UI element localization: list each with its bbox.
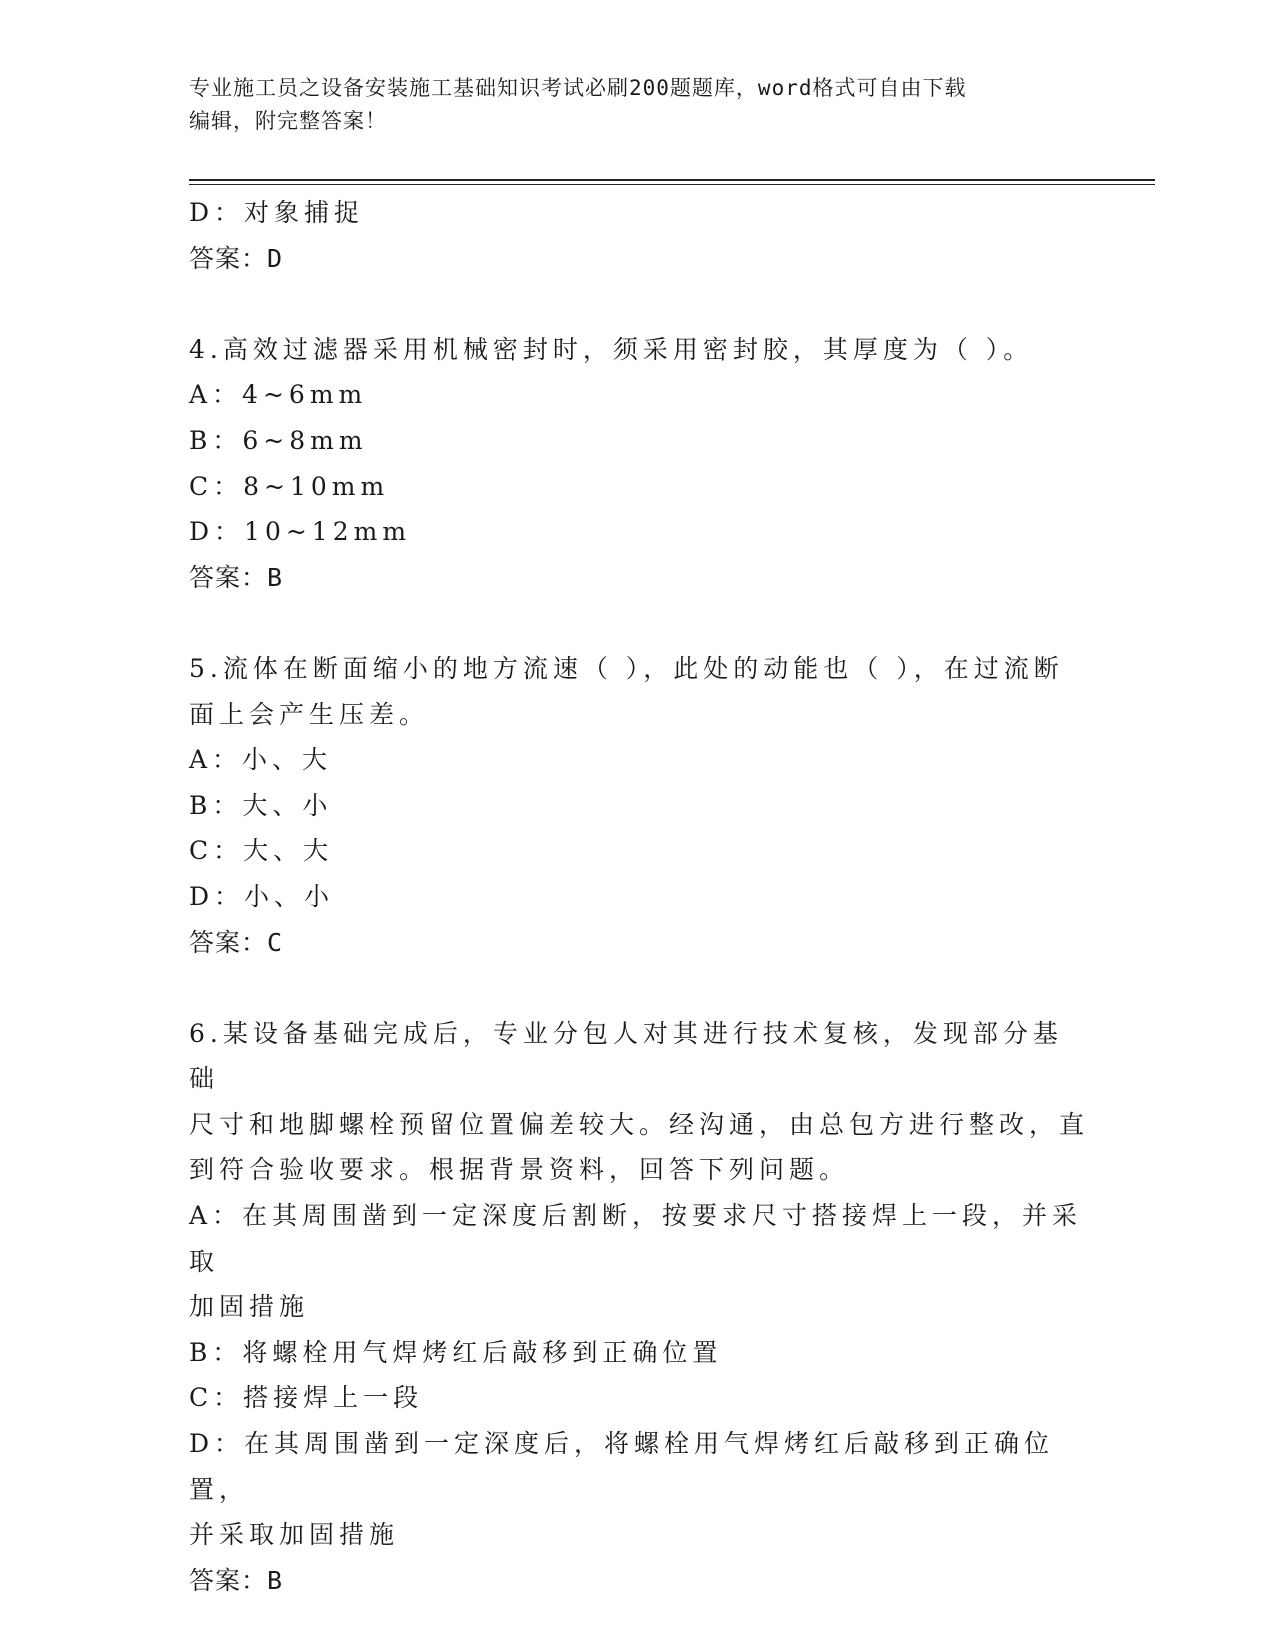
answer: 答案：B bbox=[189, 1565, 284, 1595]
option-b: B：将螺栓用气焊烤红后敲移到正确位置 bbox=[189, 1337, 723, 1367]
header-line-2: 编辑，附完整答案！ bbox=[189, 109, 387, 133]
option-a: A：小、大 bbox=[189, 745, 333, 775]
header-rule-thin bbox=[189, 184, 1155, 185]
page-header bbox=[189, 72, 1089, 138]
option-a: A：在其周围凿到一定深度后割断，按要求尺寸搭接焊上一段，并采取 bbox=[189, 1201, 1083, 1276]
question-stem-line: 4.高效过滤器采用机械密封时，须采用密封胶，其厚度为（ ）。 bbox=[189, 334, 1034, 364]
document-body bbox=[189, 190, 1089, 1603]
option-d-continued: 并采取加固措施 bbox=[189, 1520, 400, 1550]
answer: 答案：B bbox=[189, 562, 284, 592]
header-rule-thick bbox=[189, 179, 1155, 181]
question-stem-line: 尺寸和地脚螺栓预留位置偏差较大。经沟通，由总包方进行整改，直 bbox=[189, 1109, 1090, 1139]
option-b: B：6~8mm bbox=[189, 425, 368, 455]
question-stem-line: 面上会产生压差。 bbox=[189, 699, 430, 729]
option-c: C：8~10mm bbox=[189, 471, 390, 501]
question-stem-line: 6.某设备基础完成后，专业分包人对其进行技术复核，发现部分基础 bbox=[189, 1018, 1063, 1094]
option-c: C：搭接焊上一段 bbox=[189, 1383, 424, 1413]
option-b: B：大、小 bbox=[189, 790, 333, 820]
answer-partial: 答案：D bbox=[189, 243, 284, 273]
question-4 bbox=[189, 327, 1089, 601]
question-stem-line: 5.流体在断面缩小的地方流速（ ），此处的动能也（ ），在过流断 bbox=[189, 653, 1064, 683]
question-6 bbox=[189, 1011, 1089, 1604]
spacer bbox=[189, 965, 1089, 1011]
option-a: A：4~6mm bbox=[189, 380, 368, 410]
answer: 答案：C bbox=[189, 927, 284, 957]
option-a-continued: 加固措施 bbox=[189, 1292, 310, 1322]
option-c: C：大、大 bbox=[189, 836, 334, 866]
header-line-1: 专业施工员之设备安装施工基础知识考试必刷200题题库，word格式可自由下载 bbox=[189, 76, 967, 100]
option-d: D：在其周围凿到一定深度后，将螺栓用气焊烤红后敲移到正确位置， bbox=[189, 1429, 1055, 1504]
spacer bbox=[189, 600, 1089, 646]
question-5 bbox=[189, 646, 1089, 965]
option-d: D：10~12mm bbox=[189, 517, 412, 547]
question-stem-line: 到符合验收要求。根据背景资料，回答下列问题。 bbox=[189, 1155, 850, 1185]
spacer bbox=[189, 281, 1089, 327]
option-d-partial: D：对象捕捉 bbox=[189, 198, 365, 227]
option-d: D：小、小 bbox=[189, 881, 335, 911]
